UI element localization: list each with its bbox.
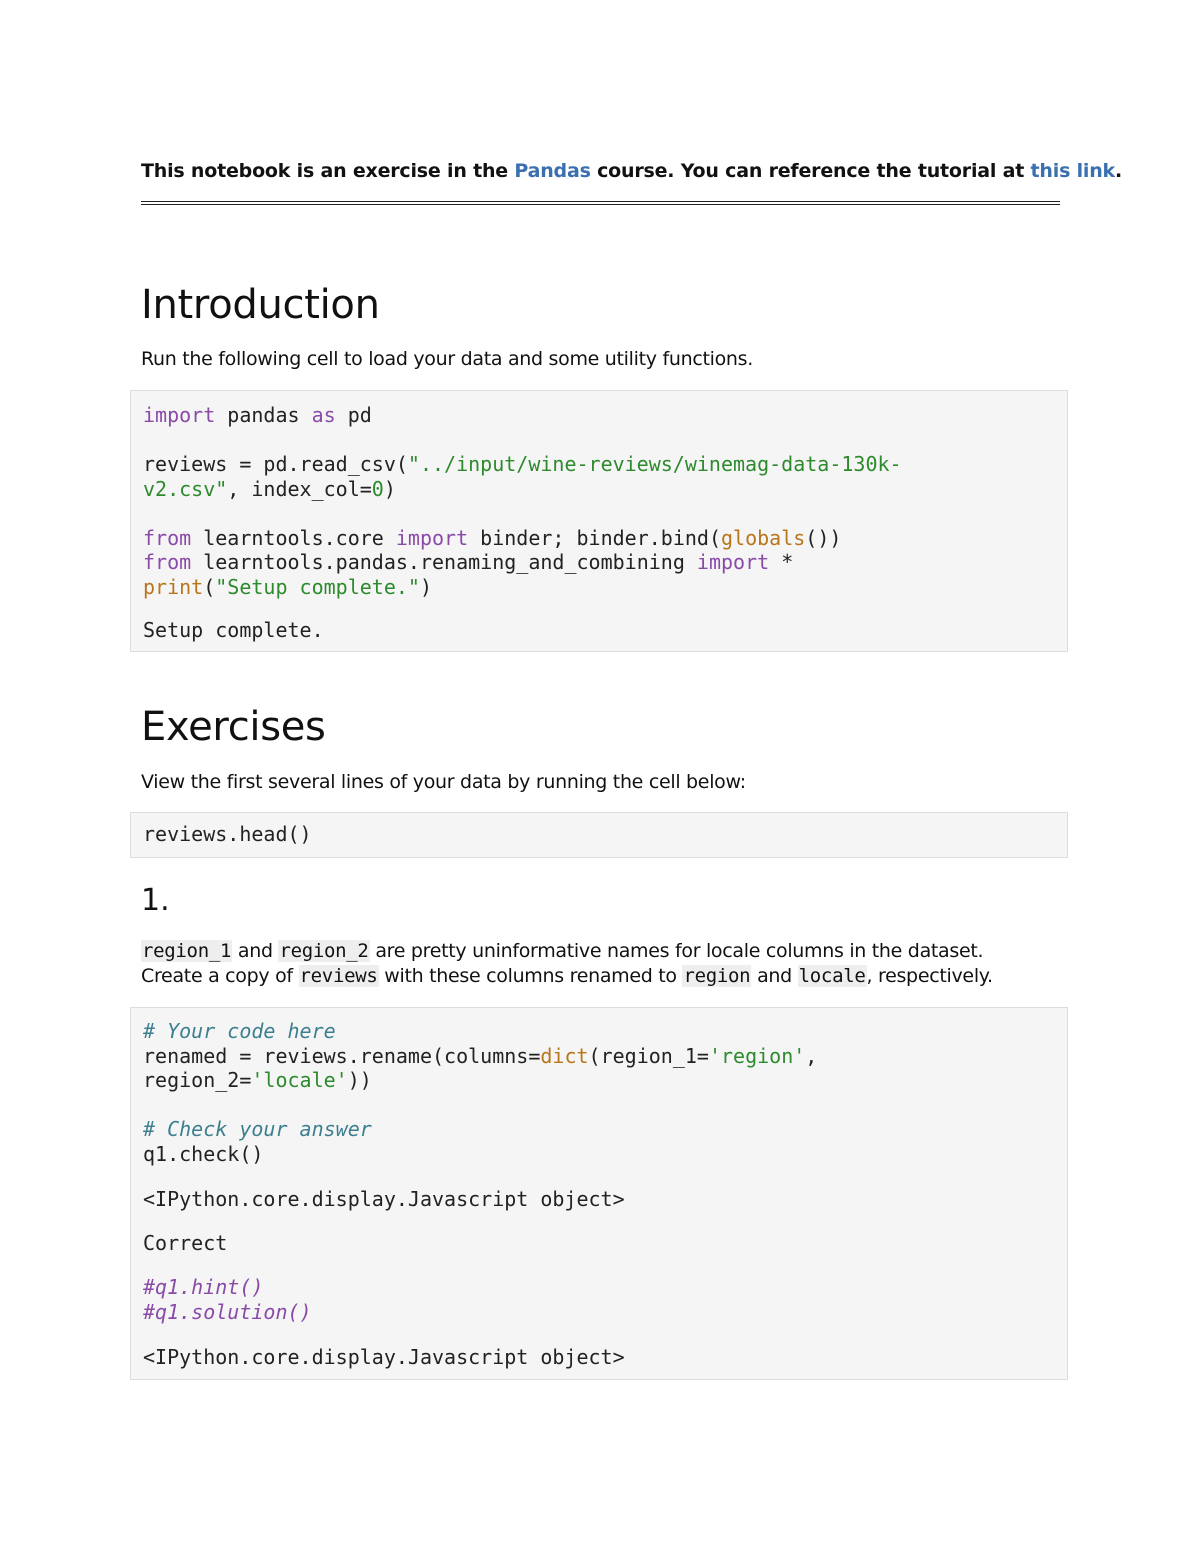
fn-print: print bbox=[143, 574, 204, 599]
setup-string: "Setup complete." bbox=[215, 574, 420, 599]
tutorial-link[interactable]: this link bbox=[1030, 160, 1115, 182]
fn-dict: dict bbox=[540, 1043, 589, 1068]
inline-code-region-1: region_1 bbox=[142, 940, 232, 962]
q1-text-mid: with these columns renamed to bbox=[378, 965, 683, 987]
code-comment-your-code: # Your code here bbox=[143, 1019, 336, 1043]
kw-as: as bbox=[311, 403, 336, 427]
string-region: 'region' bbox=[708, 1043, 806, 1068]
intro-prefix: This notebook is an exercise in the bbox=[141, 160, 515, 182]
string-locale: 'locale' bbox=[251, 1068, 348, 1092]
exercises-heading: Exercises bbox=[141, 704, 326, 750]
introduction-heading: Introduction bbox=[141, 282, 380, 328]
code-comment-check: # Check your answer bbox=[143, 1117, 372, 1141]
q1-hint-code[interactable] bbox=[143, 1275, 312, 1324]
kw-import: import bbox=[395, 525, 469, 550]
kw-from: from bbox=[143, 550, 192, 574]
intro-middle: course. You can reference the tutorial at bbox=[590, 160, 1031, 182]
q1-text-prefix: Create a copy of bbox=[141, 965, 299, 987]
setup-code-cell[interactable] bbox=[130, 390, 1068, 652]
q1-output-js-1: <IPython.core.display.Javascript object> bbox=[143, 1187, 625, 1211]
q1-code[interactable]: # Your code here renamed = reviews.rename(columns=dict(region_1='region', region_2='locale')) # Check your answer q1.check() bbox=[143, 1019, 818, 1166]
exercises-text: View the first several lines of your data by running the cell below: bbox=[141, 771, 746, 793]
q1-text-suffix: , respectively. bbox=[866, 965, 993, 987]
inline-code-region-2: region_2 bbox=[279, 940, 369, 962]
q1-output-js-2: <IPython.core.display.Javascript object> bbox=[143, 1345, 625, 1369]
kw-from: from bbox=[143, 525, 192, 550]
fn-globals: globals bbox=[721, 525, 806, 550]
q1-text-and-2: and bbox=[751, 965, 798, 987]
setup-code[interactable]: import pandas as pd reviews = pd.read_csv("../input/wine-reviews/winemag-data-130k- v2.csv", index_col=0) from learntools.core import binder; binder.bind(globals()) from learntools.pandas.renaming_and_combining import * print("Setup complete.") bbox=[143, 403, 902, 599]
code-check-call: q1.check() bbox=[143, 1141, 264, 1166]
q1-text-rest: are pretty uninformative names for locale columns in the dataset. bbox=[369, 940, 984, 962]
q1-text-and: and bbox=[232, 940, 279, 962]
q1-code-cell[interactable] bbox=[130, 1007, 1068, 1380]
intro-suffix: . bbox=[1114, 160, 1123, 182]
head-code[interactable]: reviews.head() bbox=[143, 822, 312, 846]
inline-code-region: region bbox=[683, 965, 751, 987]
code-solution-comment: #q1.solution() bbox=[143, 1299, 312, 1324]
intro-line bbox=[141, 160, 1122, 182]
csv-path-string: "../input/wine-reviews/winemag-data-130k- v2.csv" bbox=[143, 452, 902, 501]
index-col-number: 0 bbox=[371, 476, 384, 501]
inline-code-locale: locale bbox=[798, 965, 866, 987]
q1-output-correct: Correct bbox=[143, 1231, 228, 1255]
inline-code-reviews: reviews bbox=[299, 965, 378, 987]
introduction-text: Run the following cell to load your data and some utility functions. bbox=[141, 348, 754, 370]
setup-output: Setup complete. bbox=[143, 618, 324, 642]
question-1-heading: 1. bbox=[141, 883, 170, 918]
kw-import: import bbox=[143, 403, 216, 427]
q1-description-line-1 bbox=[141, 939, 983, 964]
code-hint-comment: #q1.hint() bbox=[143, 1275, 264, 1299]
head-code-cell[interactable] bbox=[130, 812, 1068, 858]
horizontal-rule bbox=[141, 201, 1060, 205]
pandas-course-link[interactable]: Pandas bbox=[514, 160, 591, 182]
kw-import: import bbox=[696, 550, 770, 574]
q1-description-line-2 bbox=[141, 964, 993, 989]
